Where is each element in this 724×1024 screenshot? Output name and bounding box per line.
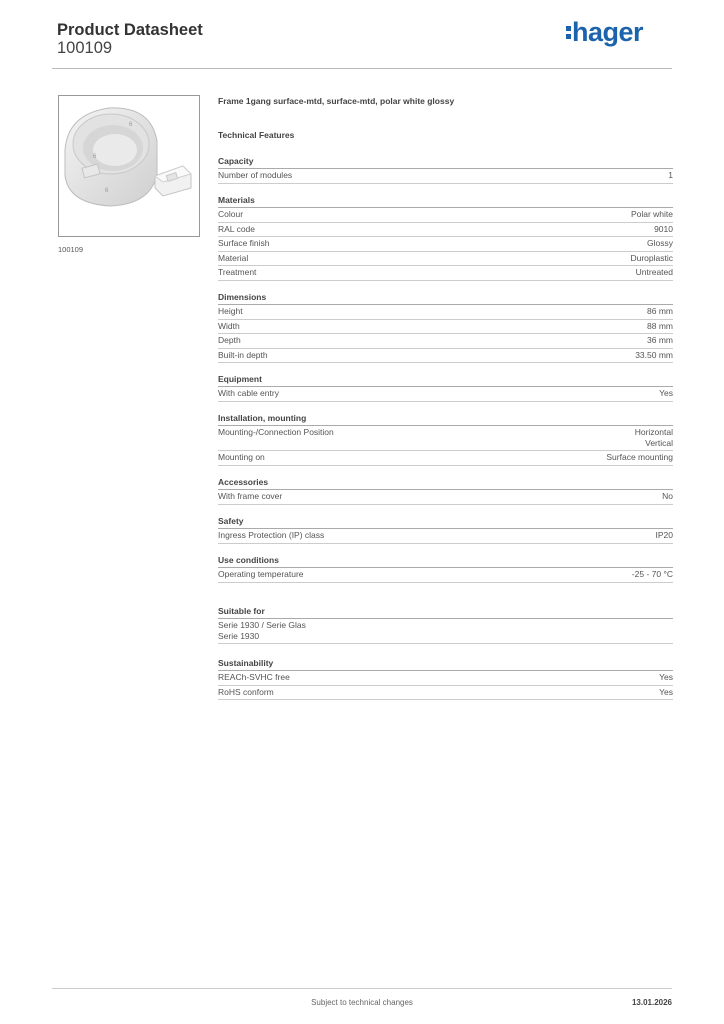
spec-label: Colour (218, 209, 244, 219)
spec-value-line: 33.50 mm (635, 349, 673, 360)
surface-frame-illustration (59, 96, 199, 236)
section-title: Equipment (218, 373, 673, 387)
section-title: Sustainability (218, 657, 673, 671)
spec-value (659, 687, 673, 698)
spec-label: Operating temperature (218, 569, 304, 579)
spec-value-line: No (662, 491, 673, 501)
footer-date: 13.01.2026 (631, 998, 672, 1007)
image-caption: 100109 (58, 245, 84, 254)
spec-value-line: 1 (668, 170, 673, 180)
spec-label: RAL code (218, 223, 256, 234)
spec-label: RoHS conform (218, 686, 274, 697)
spec-row (218, 529, 673, 544)
spec-value (632, 569, 673, 580)
spec-label: With frame cover (218, 491, 283, 501)
hager-logo (566, 17, 643, 48)
spec-value-line: Vertical (645, 437, 673, 448)
spec-label: Depth (218, 335, 241, 345)
spec-value-line: -25 - 70 °C (631, 569, 673, 579)
spec-label: Mounting on (218, 452, 265, 462)
spec-value-line: Glossy (647, 238, 673, 248)
section-title: Suitable for (218, 605, 673, 619)
product-image (58, 95, 200, 237)
spec-row (218, 671, 673, 686)
section-title: Safety (218, 515, 673, 529)
spec-value (659, 672, 673, 683)
section-title: Installation, mounting (218, 412, 673, 426)
logo-dots-icon (566, 21, 572, 41)
spec-label: Width (218, 320, 240, 331)
spec-row (218, 387, 673, 402)
spec-label: Treatment (218, 267, 257, 277)
spec-value (630, 253, 673, 264)
spec-value (654, 224, 673, 235)
spec-label-line: Serie 1930 (218, 630, 260, 641)
spec-value (636, 267, 673, 278)
spec-row (218, 451, 673, 466)
spec-row (218, 237, 673, 252)
spec-row (218, 208, 673, 223)
spec-row (218, 426, 673, 451)
spec-label: REACh-SVHC free (218, 672, 290, 682)
section-title: Capacity (218, 155, 673, 169)
spec-label: Number of modules (218, 170, 293, 180)
document-title: Product Datasheet (57, 21, 203, 39)
spec-value-line: IP20 (655, 530, 673, 540)
spec-row (218, 334, 673, 349)
spec-value-line: Untreated (635, 267, 673, 277)
spec-row (218, 169, 673, 184)
spec-value (659, 388, 673, 399)
spec-value (631, 209, 673, 220)
svg-text:6: 6 (105, 188, 109, 194)
spec-value (656, 530, 674, 541)
spec-value (635, 427, 673, 448)
spec-value-line: 9010 (654, 223, 673, 234)
spec-value-line: Yes (659, 672, 673, 682)
spec-row (218, 305, 673, 320)
spec-label: Material (218, 252, 249, 263)
spec-label-line: Serie 1930 / Serie Glas (218, 620, 306, 630)
spec-value (647, 321, 673, 332)
spec-row (218, 252, 673, 267)
spec-label (218, 620, 306, 641)
spec-value-line: Yes (659, 686, 673, 697)
spec-label: Surface finish (218, 238, 270, 248)
spec-row (218, 266, 673, 281)
spec-row (218, 320, 673, 335)
spec-value-line: 88 mm (647, 320, 673, 331)
spec-value (647, 335, 673, 346)
spec-value-line: Horizontal (634, 427, 673, 437)
spec-value (647, 306, 673, 317)
spec-value-line: Polar white (630, 209, 673, 219)
spec-label: Height (218, 306, 243, 316)
header-divider (52, 68, 672, 69)
spec-row (218, 619, 673, 644)
spec-value (647, 238, 673, 249)
spec-row (218, 490, 673, 505)
logo-text: hager (572, 17, 644, 47)
spec-value (668, 170, 673, 181)
spec-value (662, 491, 673, 502)
footer-note: Subject to technical changes (311, 998, 413, 1007)
product-number: 100109 (57, 39, 113, 57)
spec-label: Built-in depth (218, 349, 268, 360)
spec-label: With cable entry (218, 388, 279, 398)
spec-row (218, 568, 673, 583)
spec-value (635, 350, 673, 361)
spec-label: Mounting-/Connection Position (218, 427, 334, 437)
spec-value-line: Duroplastic (630, 252, 673, 263)
spec-row (218, 686, 673, 701)
spec-value-line: 36 mm (647, 335, 673, 345)
spec-row (218, 349, 673, 364)
section-title: Dimensions (218, 291, 673, 305)
product-description: Frame 1gang surface-mtd, surface-mtd, polar white glossy (218, 96, 455, 106)
spec-value-line: 86 mm (647, 306, 673, 316)
section-title: Materials (218, 194, 673, 208)
section-title: Accessories (218, 476, 673, 490)
spec-label: Ingress Protection (IP) class (218, 530, 325, 540)
features-heading: Technical Features (218, 130, 295, 140)
svg-text:6: 6 (93, 154, 97, 160)
spec-row (218, 223, 673, 238)
spec-value-line: Yes (659, 388, 673, 398)
spec-value (606, 452, 673, 463)
section-title: Use conditions (218, 554, 673, 568)
svg-text:6: 6 (129, 122, 133, 128)
spec-value-line: Surface mounting (606, 452, 673, 462)
footer-divider (52, 988, 672, 989)
